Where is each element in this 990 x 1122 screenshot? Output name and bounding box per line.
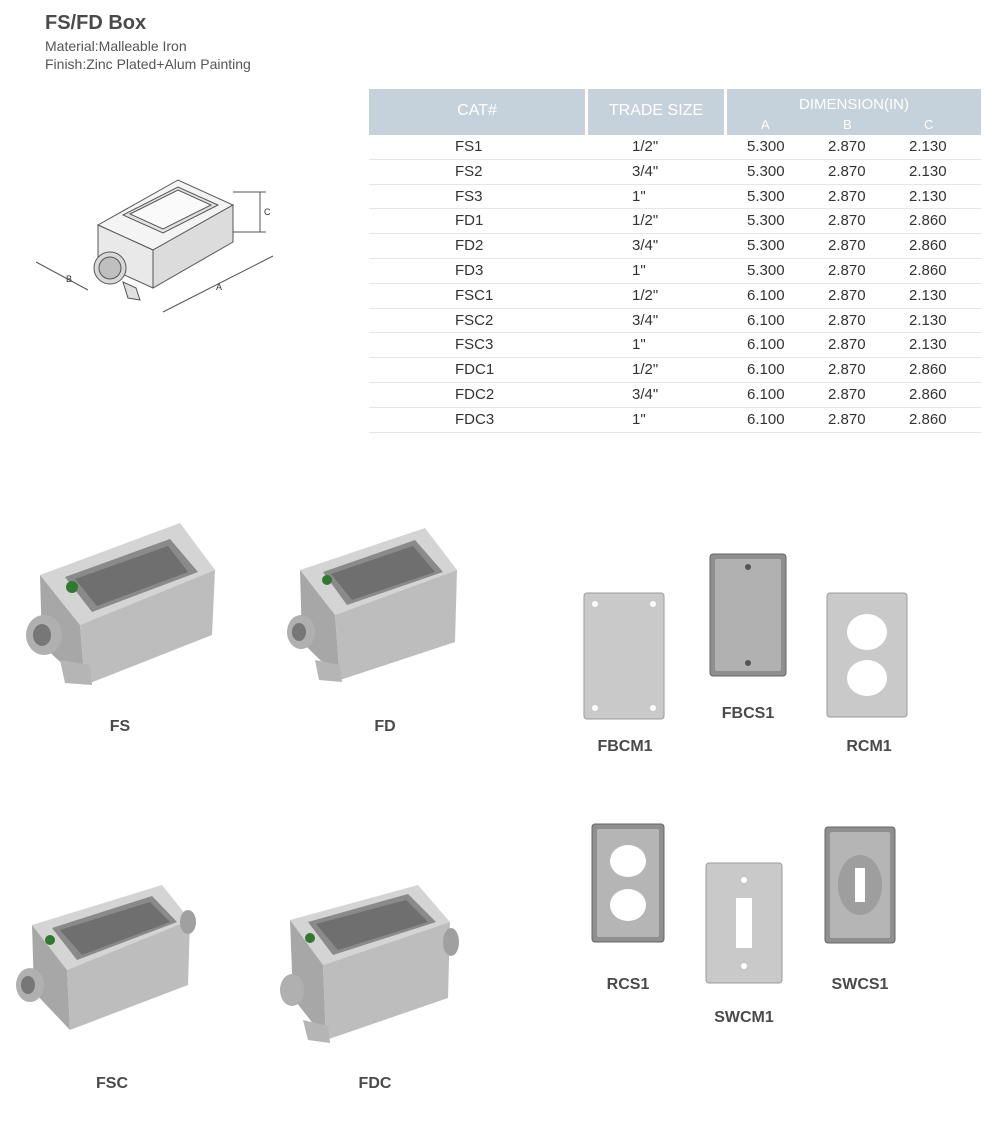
fdc-box-image: [278, 880, 460, 1045]
cell-a: 5.300: [747, 138, 785, 155]
cell-size: 1": [632, 261, 646, 279]
caption-fbcm1: FBCM1: [597, 738, 653, 755]
table-row: [369, 209, 981, 234]
swcm1-cover-image: [705, 862, 783, 984]
cell-size: 1/2": [632, 286, 659, 304]
fbcs1-cover-image: [709, 553, 787, 677]
cell-b: 2.870: [828, 385, 866, 403]
cell-b: 2.870: [828, 361, 866, 379]
cell-size: 1": [632, 410, 646, 428]
cell-a: 6.100: [747, 311, 785, 329]
cell-c: 2.130: [909, 187, 947, 205]
cell-c: 2.860: [909, 261, 947, 279]
caption-fsc: FSC: [96, 1075, 128, 1092]
table-header: [369, 89, 981, 135]
table-row: [369, 383, 981, 408]
dimension-drawing: [28, 170, 288, 320]
cell-cat: FS3: [455, 187, 483, 205]
cell-a: 6.100: [747, 286, 785, 304]
fd-box-image: [285, 520, 460, 685]
cell-b: 2.870: [828, 162, 866, 180]
caption-rcs1: RCS1: [606, 976, 650, 993]
cell-size: 1/2": [632, 212, 659, 230]
table-row: [369, 185, 981, 210]
cell-c: 2.860: [909, 237, 947, 255]
cell-a: 6.100: [747, 336, 785, 354]
cell-a: 6.100: [747, 385, 785, 403]
swcs1-cover-image: [824, 826, 896, 944]
header-trade-size: TRADE SIZE: [588, 89, 724, 135]
cell-b: 2.870: [828, 187, 866, 205]
cell-size: 1": [632, 336, 646, 354]
cell-cat: FS2: [455, 162, 483, 180]
finish-text: Finish:Zinc Plated+Alum Painting: [45, 56, 251, 72]
cell-cat: FSC1: [455, 286, 494, 304]
cell-b: 2.870: [828, 261, 866, 279]
header-cat: CAT#: [369, 89, 585, 135]
cell-c: 2.130: [909, 286, 947, 304]
caption-swcm1: SWCM1: [714, 1009, 774, 1026]
cell-size: 1/2": [632, 138, 659, 155]
cell-b: 2.870: [828, 286, 866, 304]
cell-c: 2.130: [909, 162, 947, 180]
cell-b: 2.870: [828, 237, 866, 255]
cell-size: 3/4": [632, 311, 659, 329]
table-row: [369, 160, 981, 185]
cell-a: 5.300: [747, 162, 785, 180]
dim-label-a: A: [216, 282, 223, 292]
cell-c: 2.130: [909, 311, 947, 329]
cell-cat: FSC2: [455, 311, 494, 329]
caption-fs: FS: [109, 718, 131, 735]
cell-c: 2.860: [909, 410, 947, 428]
cell-cat: FD1: [455, 212, 484, 230]
cell-size: 3/4": [632, 385, 659, 403]
cell-cat: FD2: [455, 237, 484, 255]
cell-b: 2.870: [828, 212, 866, 230]
cell-c: 2.860: [909, 385, 947, 403]
cell-size: 1": [632, 187, 646, 205]
fs-box-image: [20, 515, 225, 690]
cell-size: 3/4": [632, 162, 659, 180]
table-row: [369, 135, 981, 160]
cell-a: 6.100: [747, 410, 785, 428]
cell-a: 5.300: [747, 212, 785, 230]
rcm1-cover-image: [826, 592, 908, 718]
cell-b: 2.870: [828, 336, 866, 354]
cell-c: 2.860: [909, 212, 947, 230]
cell-a: 6.100: [747, 361, 785, 379]
cell-cat: FDC1: [455, 361, 495, 379]
cell-size: 1/2": [632, 361, 659, 379]
cell-c: 2.130: [909, 138, 947, 155]
spec-table: [369, 89, 981, 433]
rcs1-cover-image: [591, 823, 665, 943]
cell-a: 5.300: [747, 237, 785, 255]
cell-a: 5.300: [747, 187, 785, 205]
table-body: [369, 135, 981, 433]
caption-fdc: FDC: [358, 1075, 392, 1092]
table-row: [369, 259, 981, 284]
cell-c: 2.860: [909, 361, 947, 379]
cell-size: 3/4": [632, 237, 659, 255]
header-dimension: DIMENSION(IN) A B C: [727, 89, 981, 135]
dim-label-c: C: [264, 207, 271, 217]
caption-fd: FD: [374, 718, 396, 735]
dim-label-b: B: [66, 274, 73, 284]
cell-a: 5.300: [747, 261, 785, 279]
table-row: [369, 408, 981, 433]
caption-swcs1: SWCS1: [831, 976, 889, 993]
cell-cat: FSC3: [455, 336, 494, 354]
fsc-box-image: [12, 880, 197, 1040]
caption-rcm1: RCM1: [846, 738, 892, 755]
cell-c: 2.130: [909, 336, 947, 354]
cell-b: 2.870: [828, 311, 866, 329]
table-row: [369, 284, 981, 309]
cell-cat: FDC2: [455, 385, 495, 403]
table-row: [369, 358, 981, 383]
cell-cat: FDC3: [455, 410, 495, 428]
fbcm1-cover-image: [583, 592, 665, 720]
cell-b: 2.870: [828, 410, 866, 428]
caption-fbcs1: FBCS1: [721, 705, 775, 722]
cell-b: 2.870: [828, 138, 866, 155]
table-row: [369, 333, 981, 358]
cell-cat: FS1: [455, 138, 483, 155]
table-row: [369, 309, 981, 334]
cell-cat: FD3: [455, 261, 484, 279]
table-row: [369, 234, 981, 259]
material-text: Material:Malleable Iron: [45, 38, 187, 54]
page-title: FS/FD Box: [45, 12, 147, 34]
